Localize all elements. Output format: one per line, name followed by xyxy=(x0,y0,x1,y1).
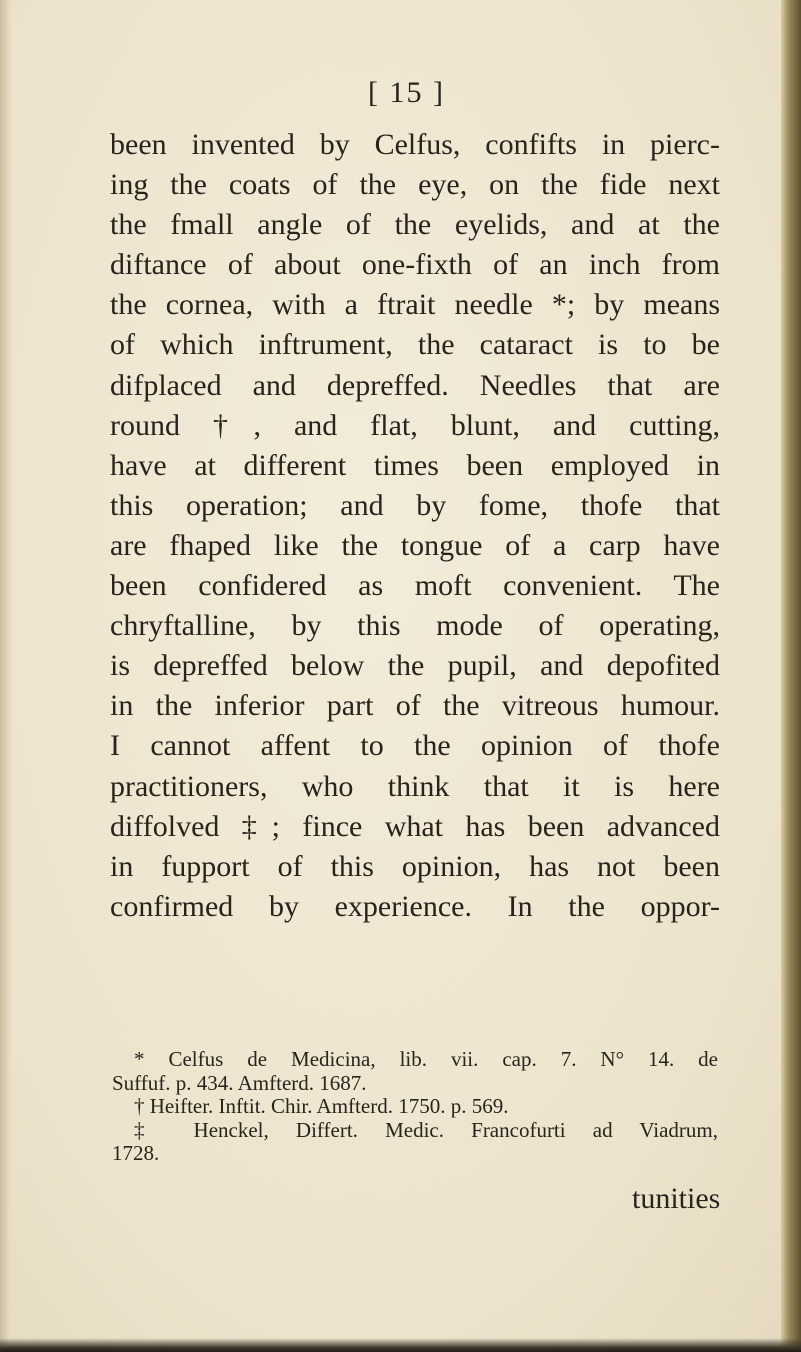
body-line: is depreffed below the pupil, and depofited xyxy=(110,649,720,683)
footnote-line: * Celfus de Medicina, lib. vii. cap. 7. N° 14. de xyxy=(134,1047,718,1071)
body-line: practitioners, who think that it is here xyxy=(110,769,720,803)
body-line: chryftalline, by this mode of operating, xyxy=(110,609,720,643)
body-line: difplaced and depreffed. Needles that are xyxy=(110,368,720,402)
footnotes xyxy=(112,1048,718,1166)
footnote-line: 1728. xyxy=(112,1141,160,1165)
page-bottom-edge-shadow xyxy=(0,1338,801,1352)
body-line: confirmed by experience. In the oppor- xyxy=(110,889,720,923)
body-line: the cornea, with a ftrait needle *; by means xyxy=(110,288,720,322)
body-line: diffolved ‡; fince what has been advanced xyxy=(110,809,720,843)
footnote-line: ‡ Henckel, Differt. Medic. Francofurti ad Viadrum, xyxy=(134,1117,718,1142)
body-line: have at different times been employed in xyxy=(110,448,720,482)
body-line: this operation; and by fome, thofe that xyxy=(110,488,720,522)
body-line: in fupport of this opinion, has not been xyxy=(110,849,720,883)
body-line: ing the coats of the eye, on the fide next xyxy=(110,168,720,202)
body-text xyxy=(110,125,720,927)
body-line: been invented by Celfus, confifts in pierc- xyxy=(110,128,720,161)
body-line: in the inferior part of the vitreous humour. xyxy=(110,689,720,723)
body-line: been confidered as moft convenient. The xyxy=(110,569,720,603)
body-line: round †, and flat, blunt, and cutting, xyxy=(110,408,720,442)
footnote-line: † Heifter. Inftit. Chir. Amfterd. 1750. p. 569. xyxy=(134,1094,509,1118)
body-line: diftance of about one-fixth of an inch from xyxy=(110,248,720,282)
body-line: are fhaped like the tongue of a carp have xyxy=(110,528,720,562)
page-right-edge-binding xyxy=(781,0,801,1352)
page-number: [ 15 ] xyxy=(368,76,445,109)
body-line: the fmall angle of the eyelids, and at the xyxy=(110,208,720,242)
page-left-edge-shadow xyxy=(0,0,14,1352)
catchword: tunities xyxy=(632,1182,721,1215)
footnote-line: Suffuf. p. 434. Amfterd. 1687. xyxy=(112,1070,367,1095)
body-line: I cannot affent to the opinion of thofe xyxy=(110,729,720,763)
body-line: of which inftrument, the cataract is to be xyxy=(110,328,720,362)
